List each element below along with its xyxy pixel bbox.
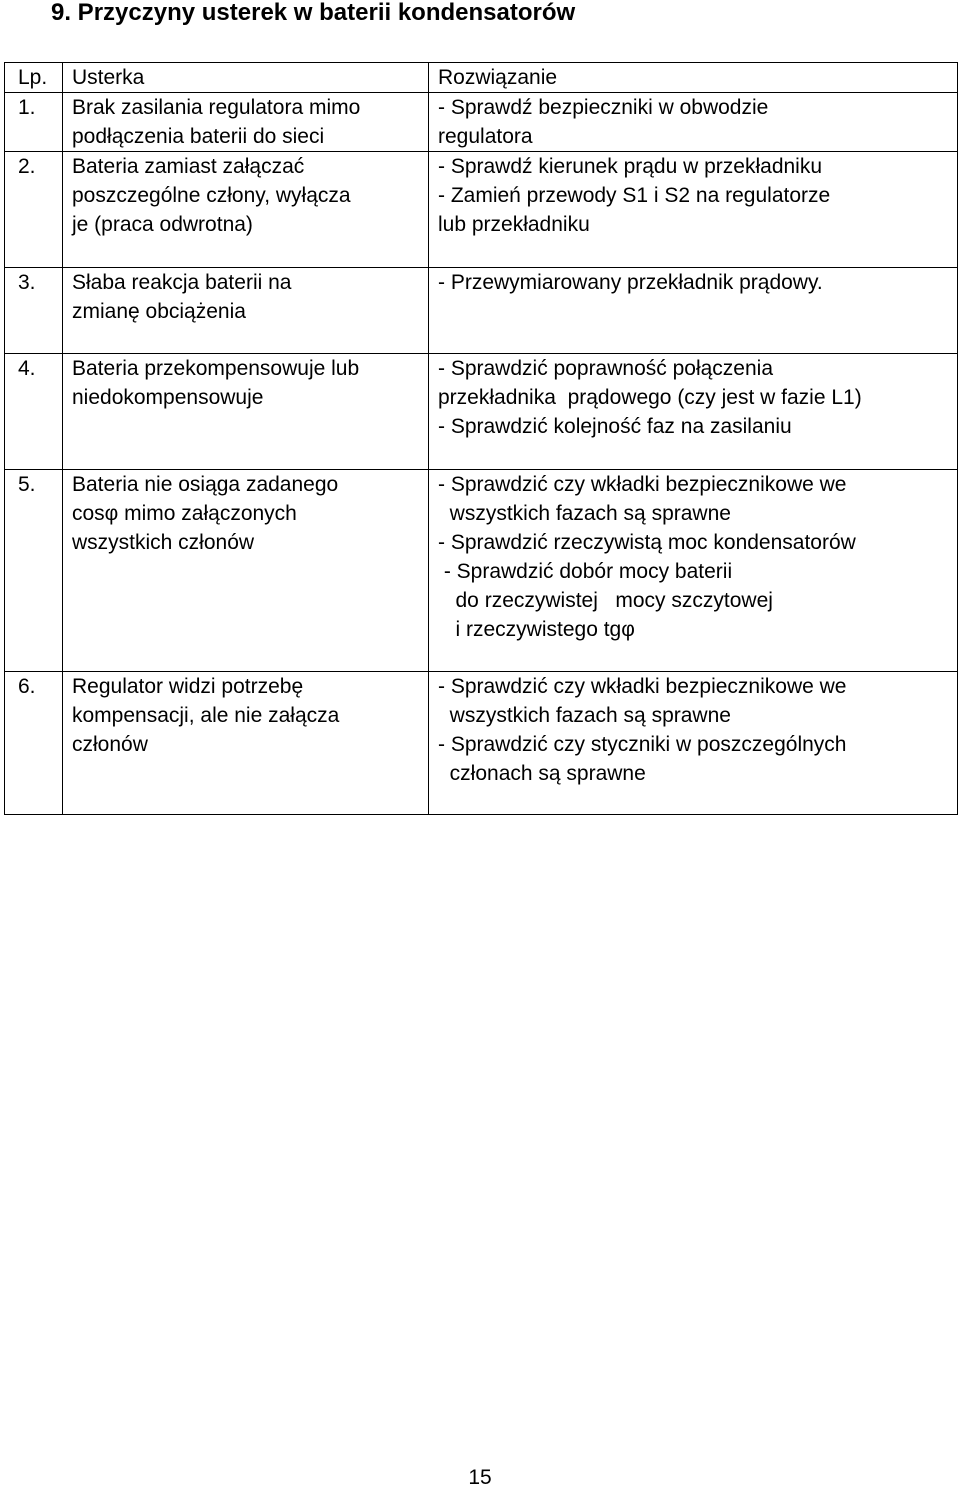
table-row	[5, 354, 958, 470]
solution-cell: - Sprawdzić poprawność połączenia przekładnika prądowego (czy jest w fazie L1) - Sprawdzić kolejność faz na zasilaniu	[429, 354, 958, 470]
solution-cell: - Sprawdzić czy wkładki bezpiecznikowe we wszystkich fazach są sprawne - Sprawdzić czy styczniki w poszczególnych członach są sprawne	[429, 672, 958, 815]
solution-cell: - Przewymiarowany przekładnik prądowy.	[429, 268, 958, 354]
row-number: 1.	[5, 93, 63, 152]
table-row	[5, 268, 958, 354]
table-row	[5, 470, 958, 672]
row-number: 4.	[5, 354, 63, 470]
fault-cell: Bateria nie osiąga zadanego cosφ mimo załączonych wszystkich członów	[63, 470, 429, 672]
table-row	[5, 672, 958, 815]
table-header-row	[5, 63, 958, 93]
fault-cell: Brak zasilania regulatora mimo podłączenia baterii do sieci	[63, 93, 429, 152]
table-row	[5, 152, 958, 268]
header-number: Lp.	[5, 63, 63, 93]
row-number: 6.	[5, 672, 63, 815]
page-number: 15	[468, 1466, 492, 1489]
fault-table	[4, 62, 958, 815]
row-number: 5.	[5, 470, 63, 672]
row-number: 3.	[5, 268, 63, 354]
row-number: 2.	[5, 152, 63, 268]
fault-cell: Słaba reakcja baterii na zmianę obciążenia	[63, 268, 429, 354]
fault-cell: Bateria zamiast załączać poszczególne człony, wyłącza je (praca odwrotna)	[63, 152, 429, 268]
solution-cell: - Sprawdzić czy wkładki bezpiecznikowe we wszystkich fazach są sprawne - Sprawdzić rzeczywistą moc kondensatorów - Sprawdzić dobór mocy baterii do rzeczywistej mocy szczytowej i rzeczywistego tgφ	[429, 470, 958, 672]
section-heading: 9. Przyczyny usterek w baterii kondensatorów	[51, 0, 576, 26]
header-solution: Rozwiązanie	[429, 63, 958, 93]
solution-cell: - Sprawdź bezpieczniki w obwodzie regulatora	[429, 93, 958, 152]
header-fault: Usterka	[63, 63, 429, 93]
fault-cell: Regulator widzi potrzebę kompensacji, ale nie załącza członów	[63, 672, 429, 815]
fault-cell: Bateria przekompensowuje lub niedokompensowuje	[63, 354, 429, 470]
table-row	[5, 93, 958, 152]
solution-cell: - Sprawdź kierunek prądu w przekładniku - Zamień przewody S1 i S2 na regulatorze lub przekładniku	[429, 152, 958, 268]
